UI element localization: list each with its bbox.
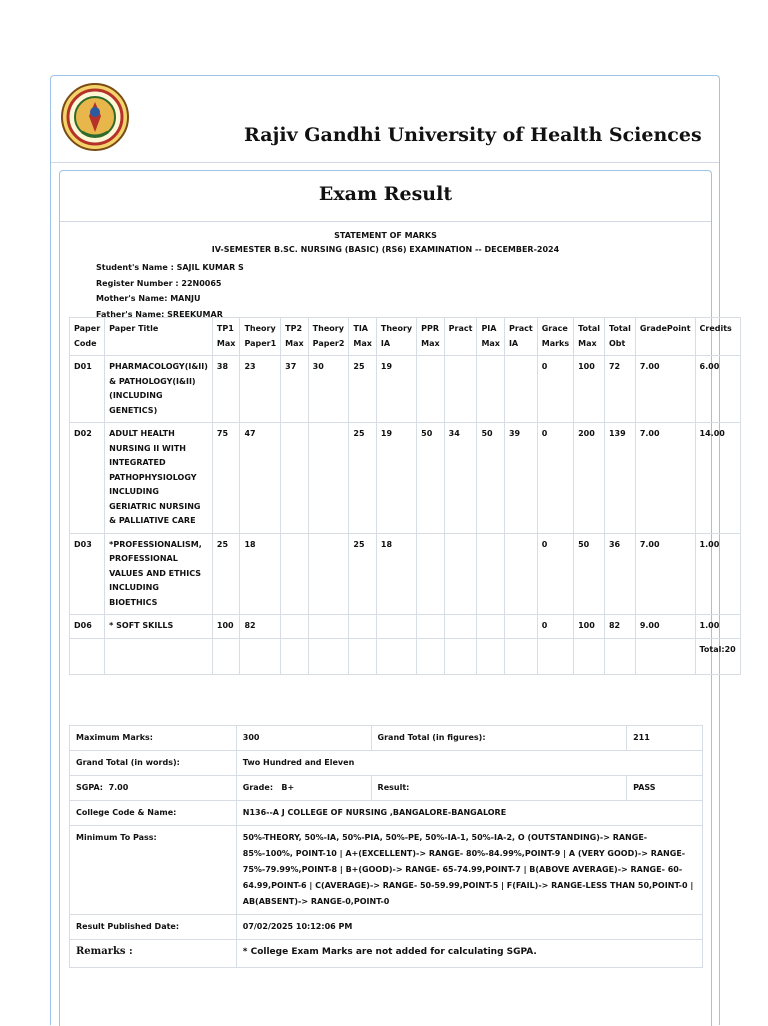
marks-cell: D02	[70, 423, 105, 534]
marks-table-row	[70, 356, 741, 423]
marks-column-header: Theory Paper2	[308, 318, 349, 356]
marks-cell: D06	[70, 615, 105, 639]
marks-cell	[504, 615, 537, 639]
marks-column-header: Total Obt	[604, 318, 635, 356]
marks-cell: 19	[376, 356, 416, 423]
marks-column-header: Pract IA	[504, 318, 537, 356]
marks-empty-cell	[240, 638, 281, 674]
marks-cell	[417, 615, 445, 639]
marks-empty-cell	[444, 638, 477, 674]
marks-cell: 19	[376, 423, 416, 534]
student-name: SAJIL KUMAR S	[176, 263, 244, 272]
marks-column-header: GradePoint	[635, 318, 695, 356]
marks-cell: 1.00	[695, 533, 740, 615]
marks-cell: 75	[212, 423, 240, 534]
father-name-label: Father's Name:	[96, 309, 165, 319]
marks-total-row	[70, 638, 741, 674]
college-label: College Code & Name:	[70, 801, 237, 826]
marks-cell	[308, 615, 349, 639]
marks-empty-cell	[477, 638, 505, 674]
marks-cell: 7.00	[635, 533, 695, 615]
marks-cell: ADULT HEALTH NURSING II WITH INTEGRATED PATHOPHYSIOLOGY INCLUDING GERIATRIC NURSING & PALLIATIVE CARE	[105, 423, 213, 534]
marks-empty-cell	[537, 638, 573, 674]
max-marks-value: 300	[236, 726, 371, 751]
marks-table-row	[70, 615, 741, 639]
marks-cell: 6.00	[695, 356, 740, 423]
marks-cell: 50	[477, 423, 505, 534]
marks-cell	[444, 615, 477, 639]
minimum-pass-value: 50%-THEORY, 50%-IA, 50%-PIA, 50%-PE, 50%-IA-1, 50%-IA-2, O (OUTSTANDING)-> RANGE- 85%-100%, POINT-10 | A+(EXCELLENT)-> RANGE- 80%-84.99%,POINT-9 | A (VERY GOOD)-> RANGE- 75%-79.99%,POINT-8 | B+(GOOD)-> RANGE- 65-74.99,POINT-7 | B(ABOVE AVERAGE)-> RANGE- 60-64.99,POINT-6 | C(AVERAGE)-> RANGE- 50-59.99,POINT-5 | F(FAIL)-> RANGE-LESS THAN 50,POINT-0 | AB(ABSENT)-> RANGE-0,POINT-0	[236, 826, 702, 915]
marks-table	[69, 317, 741, 675]
marks-cell: 36	[604, 533, 635, 615]
marks-cell: 1.00	[695, 615, 740, 639]
register-number-label: Register Number :	[96, 278, 179, 288]
mother-name: MANJU	[170, 294, 201, 303]
marks-column-header: Credits	[695, 318, 740, 356]
marks-cell: 82	[240, 615, 281, 639]
marks-cell: 25	[212, 533, 240, 615]
marks-cell: D01	[70, 356, 105, 423]
statement-heading: STATEMENT OF MARKS	[334, 231, 437, 240]
remarks-value: * College Exam Marks are not added for calculating SGPA.	[236, 940, 702, 968]
marks-cell: 25	[349, 356, 377, 423]
marks-cell	[477, 615, 505, 639]
marks-cell	[281, 423, 309, 534]
marks-cell: 47	[240, 423, 281, 534]
marks-empty-cell	[376, 638, 416, 674]
minimum-pass-label: Minimum To Pass:	[70, 826, 237, 915]
result-value: PASS	[627, 776, 703, 801]
remarks-label: Remarks :	[70, 940, 237, 968]
marks-cell: 139	[604, 423, 635, 534]
result-card	[50, 75, 736, 1025]
marks-table-header-row	[70, 318, 741, 356]
marks-column-header: Paper Code	[70, 318, 105, 356]
marks-empty-cell	[604, 638, 635, 674]
published-date-label: Result Published Date:	[70, 915, 237, 940]
marks-cell: 30	[308, 356, 349, 423]
student-name-label: Student's Name :	[96, 263, 174, 272]
marks-column-header: Grace Marks	[537, 318, 573, 356]
marks-cell: 18	[240, 533, 281, 615]
marks-column-header: Pract	[444, 318, 477, 356]
marks-cell	[308, 533, 349, 615]
grand-total-words-label: Grand Total (in words):	[70, 751, 237, 776]
marks-empty-cell	[504, 638, 537, 674]
marks-cell: * SOFT SKILLS	[105, 615, 213, 639]
marks-cell: 200	[574, 423, 605, 534]
marks-cell: 0	[537, 615, 573, 639]
marks-cell: 50	[574, 533, 605, 615]
marks-cell	[308, 423, 349, 534]
university-seal-icon	[60, 82, 130, 152]
marks-cell	[417, 533, 445, 615]
grand-total-words-value: Two Hundred and Eleven	[236, 751, 702, 776]
exam-name: IV-SEMESTER B.SC. NURSING (BASIC) (RS6) EXAMINATION -- DECEMBER-2024	[211, 245, 560, 254]
marks-cell	[477, 533, 505, 615]
mother-name-label: Mother's Name:	[96, 294, 168, 303]
marks-empty-cell	[349, 638, 377, 674]
result-label: Result:	[371, 776, 627, 801]
marks-cell: 0	[537, 423, 573, 534]
grade-label: Grade:	[242, 783, 274, 792]
marks-empty-cell	[70, 638, 105, 674]
marks-empty-cell	[635, 638, 695, 674]
marks-cell: 72	[604, 356, 635, 423]
college-value: N136--A J COLLEGE OF NURSING ,BANGALORE-BANGALORE	[236, 801, 702, 826]
marks-cell: PHARMACOLOGY(I&II) & PATHOLOGY(I&II) (INCLUDING GENETICS)	[105, 356, 213, 423]
marks-cell	[417, 356, 445, 423]
grade-value: B+	[281, 783, 295, 792]
marks-cell: 7.00	[635, 356, 695, 423]
marks-column-header: Paper Title	[105, 318, 213, 356]
university-name: Rajiv Gandhi University of Health Sciences	[244, 124, 702, 146]
summary-table	[69, 725, 703, 968]
max-marks-label: Maximum Marks:	[70, 726, 237, 751]
exam-result-panel	[59, 170, 736, 1026]
marks-cell	[444, 533, 477, 615]
marks-column-header: TP1 Max	[212, 318, 240, 356]
grand-total-figures-label: Grand Total (in figures):	[371, 726, 627, 751]
marks-empty-cell	[212, 638, 240, 674]
register-number: 22N0065	[181, 278, 222, 288]
marks-empty-cell	[417, 638, 445, 674]
marks-cell: 25	[349, 423, 377, 534]
marks-cell: 100	[212, 615, 240, 639]
published-date-value: 07/02/2025 10:12:06 PM	[236, 915, 702, 940]
marks-empty-cell	[105, 638, 213, 674]
marks-cell	[504, 356, 537, 423]
marks-cell	[281, 615, 309, 639]
marks-cell	[504, 533, 537, 615]
marks-column-header: Total Max	[574, 318, 605, 356]
father-name: SREEKUMAR	[167, 309, 223, 319]
marks-cell: *PROFESSIONALISM, PROFESSIONAL VALUES AND ETHICS INCLUDING BIOETHICS	[105, 533, 213, 615]
marks-column-header: Theory Paper1	[240, 318, 281, 356]
marks-empty-cell	[574, 638, 605, 674]
marks-cell: 14.00	[695, 423, 740, 534]
sgpa-cell	[70, 776, 237, 801]
marks-cell: 7.00	[635, 423, 695, 534]
marks-cell: 38	[212, 356, 240, 423]
marks-empty-cell	[281, 638, 309, 674]
marks-column-header: PPR Max	[417, 318, 445, 356]
marks-cell: 100	[574, 615, 605, 639]
credits-total: Total:20	[695, 638, 740, 674]
marks-cell: 25	[349, 533, 377, 615]
sgpa-value: 7.00	[108, 783, 129, 792]
marks-cell: 39	[504, 423, 537, 534]
exam-result-title: Exam Result	[318, 183, 453, 205]
marks-cell	[349, 615, 377, 639]
marks-cell: 50	[417, 423, 445, 534]
marks-column-header: PIA Max	[477, 318, 505, 356]
marks-cell: 18	[376, 533, 416, 615]
marks-column-header: TP2 Max	[281, 318, 309, 356]
marks-cell	[477, 356, 505, 423]
marks-cell	[281, 533, 309, 615]
marks-cell: 0	[537, 356, 573, 423]
marks-column-header: Theory IA	[376, 318, 416, 356]
marks-cell	[376, 615, 416, 639]
marks-cell: 9.00	[635, 615, 695, 639]
grand-total-figures-value: 211	[627, 726, 703, 751]
marks-cell	[444, 356, 477, 423]
grade-cell	[236, 776, 371, 801]
marks-empty-cell	[308, 638, 349, 674]
sgpa-label: SGPA:	[76, 783, 103, 792]
marks-table-row	[70, 533, 741, 615]
marks-cell: D03	[70, 533, 105, 615]
marks-cell: 82	[604, 615, 635, 639]
marks-cell: 34	[444, 423, 477, 534]
marks-table-row	[70, 423, 741, 534]
marks-cell: 37	[281, 356, 309, 423]
university-header	[51, 76, 719, 163]
marks-cell: 0	[537, 533, 573, 615]
marks-cell: 23	[240, 356, 281, 423]
marks-column-header: TIA Max	[349, 318, 377, 356]
marks-cell: 100	[574, 356, 605, 423]
